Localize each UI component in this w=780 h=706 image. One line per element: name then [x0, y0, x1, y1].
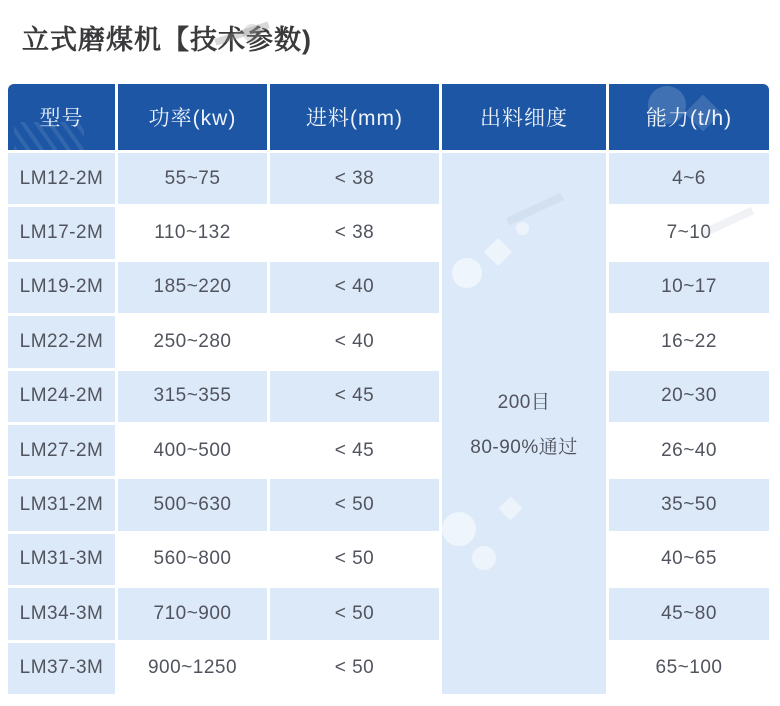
cell-feed: < 38: [270, 207, 439, 258]
cell-model: LM37-3M: [8, 643, 115, 694]
cell-power: 560~800: [118, 534, 267, 585]
cell-capacity: 20~30: [609, 371, 769, 422]
cell-model: LM24-2M: [8, 371, 115, 422]
cell-feed: < 50: [270, 534, 439, 585]
fineness-mesh: 200目: [497, 392, 551, 414]
cell-feed: < 50: [270, 643, 439, 694]
cell-model: LM17-2M: [8, 207, 115, 258]
cell-capacity: 45~80: [609, 588, 769, 639]
cell-feed: < 50: [270, 588, 439, 639]
cell-model: LM31-3M: [8, 534, 115, 585]
cell-feed: < 50: [270, 479, 439, 530]
cell-feed: < 45: [270, 371, 439, 422]
cell-feed: < 40: [270, 262, 439, 313]
cell-capacity: 7~10: [609, 207, 769, 258]
cell-feed: < 45: [270, 425, 439, 476]
fineness-passing: 80-90%通过: [470, 437, 578, 459]
column-header-capacity: 能力(t/h): [609, 84, 769, 150]
column-header-power: 功率(kw): [118, 84, 267, 150]
column-header-feed: 进料(mm): [270, 84, 439, 150]
cell-model: LM31-2M: [8, 479, 115, 530]
cell-power: 400~500: [118, 425, 267, 476]
cell-capacity: 40~65: [609, 534, 769, 585]
cell-capacity: 26~40: [609, 425, 769, 476]
cell-power: 110~132: [118, 207, 267, 258]
spec-table: [8, 84, 769, 694]
cell-model: LM12-2M: [8, 153, 115, 204]
column-header-fineness: 出料细度: [442, 84, 606, 150]
cell-model: LM19-2M: [8, 262, 115, 313]
cell-model: LM22-2M: [8, 316, 115, 367]
cell-feed: < 38: [270, 153, 439, 204]
cell-capacity: 65~100: [609, 643, 769, 694]
cell-model: LM34-3M: [8, 588, 115, 639]
cell-capacity: 10~17: [609, 262, 769, 313]
cell-power: 500~630: [118, 479, 267, 530]
cell-power: 55~75: [118, 153, 267, 204]
cell-model: LM27-2M: [8, 425, 115, 476]
fineness-merged-cell: [442, 153, 606, 694]
cell-capacity: 35~50: [609, 479, 769, 530]
cell-feed: < 40: [270, 316, 439, 367]
cell-capacity: 4~6: [609, 153, 769, 204]
page-title: 立式磨煤机【技术参数): [22, 25, 312, 55]
cell-power: 250~280: [118, 316, 267, 367]
column-header-model: 型号: [8, 84, 115, 150]
cell-power: 185~220: [118, 262, 267, 313]
cell-power: 900~1250: [118, 643, 267, 694]
cell-power: 710~900: [118, 588, 267, 639]
cell-power: 315~355: [118, 371, 267, 422]
cell-capacity: 16~22: [609, 316, 769, 367]
